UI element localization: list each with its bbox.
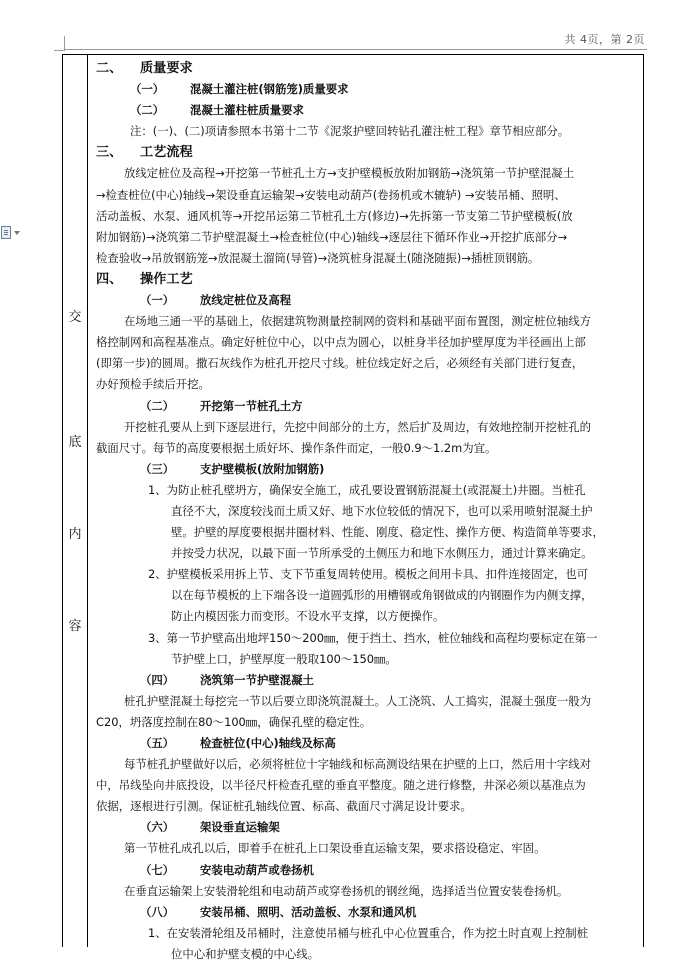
line-text: 格控制网和高程基准点。确定好桩位中心，以中点为圆心，以桩身半径加护壁厚度为半径画出上部 [96, 335, 586, 350]
line-text: 办好预检手续后开挖。 [96, 377, 210, 392]
label-char-di: 底 [68, 435, 82, 450]
section-heading [96, 79, 638, 100]
text-line [96, 374, 638, 395]
line-text: 桩孔护壁混凝土每挖完一节以后要立即浇筑混凝土。人工浇筑、人工捣实，混凝土强度一般为 [124, 693, 592, 708]
line-text: 检查验收→吊放钢筋笼→放混凝土溜筒(导管)→浇筑桩身混凝土(随浇随振)→插桩顶钢筋。 [96, 250, 540, 265]
line-text: 安装电动葫芦或卷扬机 [200, 862, 314, 877]
heading-number: （四） [140, 672, 175, 687]
section-heading [96, 902, 638, 923]
line-text: (即第一步)的圆周。撒石灰线作为桩孔开挖尺寸线。桩位线定好之后，必须经有关部门进行复查， [96, 356, 584, 371]
heading-number: （二） [130, 103, 165, 118]
line-text: 开挖第一节桩孔土方 [200, 398, 303, 413]
text-line [96, 712, 638, 733]
text-line [96, 206, 638, 227]
heading-number: （一） [140, 293, 175, 308]
line-text: 附加钢筋)→浇筑第二节护壁混凝土→检查桩位(中心)轴线→逐层往下循环作业→开挖扩底部分→ [96, 229, 568, 244]
line-text: 依据，逐根进行引测。保证桩孔轴线位置、标高、截面尺寸满足设计要求。 [96, 799, 472, 814]
line-text: 位中心和护壁支模的中心线。 [171, 946, 320, 961]
line-text: 并按受力状况，以最下面一节所承受的土侧压力和地下水侧压力，通过计算来确定。 [171, 546, 593, 561]
text-line [96, 775, 638, 796]
line-text: 3、第一节护壁高出地坪150～200㎜，便于挡土、挡水，桩位轴线和高程均要标定在第一 [148, 630, 598, 645]
text-line [96, 501, 638, 522]
header-rule [64, 49, 647, 50]
text-line [96, 585, 638, 606]
line-text: 浇筑第一节护壁混凝土 [200, 672, 314, 687]
text-line [96, 543, 638, 564]
line-text: 质量要求 [140, 61, 193, 76]
document-body [96, 58, 638, 965]
line-text: 壁。护壁的厚度要根据井圈材料、性能、刚度、稳定性、操作方便、构造简单等要求， [171, 525, 604, 540]
text-line [96, 311, 638, 332]
text-line [96, 628, 638, 649]
text-line [96, 332, 638, 353]
line-text: 操作工艺 [140, 271, 193, 287]
text-line [96, 480, 638, 501]
text-line [96, 121, 638, 142]
line-text: 中，吊线坠向井底投设，以半径尺杆检查孔壁的垂直平整度。随之进行修整，井深必须以基准点为 [96, 778, 586, 793]
section-heading [96, 396, 638, 417]
line-text: 节护壁上口，护壁厚度一般取100～150㎜。 [171, 651, 397, 666]
section-heading [96, 100, 638, 121]
label-char-nei: 内 [68, 527, 82, 542]
text-line [96, 923, 638, 944]
line-text: 活动盖板、水泵、通风机等→开挖吊运第二节桩孔土方(修边)→先拆第一节支第二节护壁模板(放 [96, 208, 573, 223]
line-text: 支护壁模板(放附加钢筋) [200, 461, 325, 476]
section-heading [96, 817, 638, 838]
line-text: 混凝土灌柱桩质量要求 [190, 103, 304, 118]
text-line [96, 353, 638, 374]
line-text: 截面尺寸。每节的高度要根据土质好坏、操作条件而定，一般0.9～1.2m为宜。 [96, 440, 497, 455]
line-text: 每节桩孔护壁做好以后，必须将桩位十字轴线和标高测设结果在护壁的上口，然后用十字线对 [124, 757, 592, 772]
section-heading [96, 58, 638, 79]
section-heading [96, 670, 638, 691]
document-icon[interactable] [1, 226, 11, 239]
heading-number: （七） [140, 862, 175, 877]
heading-number: （三） [140, 461, 175, 476]
heading-number: 二、 [96, 61, 123, 76]
text-line [96, 754, 638, 775]
text-line [96, 417, 638, 438]
heading-number: （六） [140, 820, 175, 835]
label-char-rong: 容 [68, 619, 82, 634]
line-text: 1、为防止桩孔壁坍方，确保安全施工，成孔要设置钢筋混凝土(或混凝土)井圈。当桩孔 [148, 482, 586, 497]
dropdown-caret-icon[interactable] [14, 231, 20, 235]
text-line [96, 881, 638, 902]
section-heading [96, 142, 638, 163]
line-text: 架设垂直运输架 [200, 820, 280, 835]
text-line [96, 163, 638, 184]
section-heading [96, 733, 638, 754]
text-line [96, 438, 638, 459]
heading-number: （一） [130, 82, 165, 97]
line-text: →检查桩位(中心)轴线→架设垂直运输架→安装电动葫芦(卷扬机或木辘轳) →安装吊桶、照明、 [96, 187, 566, 202]
section-heading [96, 290, 638, 311]
text-line [96, 606, 638, 627]
line-text: 工艺流程 [140, 145, 193, 161]
page-indicator: 共 4页，第 2页 [564, 33, 645, 46]
heading-number: 三、 [96, 145, 123, 161]
text-line [96, 522, 638, 543]
line-text: 在场地三通一平的基础上，依据建筑物测量控制网的资料和基础平面布置图，测定桩位轴线方 [124, 314, 592, 329]
line-text: 放线定桩位及高程→开挖第一节桩孔土方→支护壁模板放附加钢筋→浇筑第一节护壁混凝土 [124, 166, 575, 181]
section-heading [96, 459, 638, 480]
line-text: 开挖桩孔要从上到下逐层进行，先挖中间部分的土方，然后扩及周边，有效地控制开挖桩孔的 [124, 419, 592, 434]
line-text: 2、护壁模板采用拆上节、支下节重复周转使用。模板之间用卡具、扣件连接固定，也可 [148, 567, 589, 582]
text-line [96, 944, 638, 965]
text-line [96, 185, 638, 206]
heading-number: 四、 [96, 271, 123, 287]
text-line [96, 248, 638, 269]
label-column [62, 54, 88, 947]
line-text: 注：(一)、(二)项请参照本书第十二节《泥浆护壁回转钻孔灌注桩工程》章节相应部分。 [130, 124, 570, 139]
line-text: 第一节桩孔成孔以后，即着手在桩孔上口架设垂直运输支架，要求搭设稳定、牢固。 [124, 841, 546, 856]
section-heading [96, 860, 638, 881]
section-heading [96, 269, 638, 290]
line-text: C20，坍落度控制在80～100㎜，确保孔壁的稳定性。 [96, 714, 372, 729]
line-text: 混凝土灌注桩(钢筋笼)质量要求 [190, 82, 349, 97]
line-text: 以在每节模板的上下端各设一道圆弧形的用槽钢或角钢做成的内钢圈作为内侧支撑， [171, 588, 593, 603]
text-line [96, 227, 638, 248]
text-line [96, 564, 638, 585]
label-char-jiao: 交 [68, 310, 82, 325]
text-line [96, 691, 638, 712]
text-line [96, 796, 638, 817]
text-line [96, 838, 638, 859]
line-text: 在垂直运输架上安装滑轮组和电动葫芦或穿卷扬机的钢丝绳，选择适当位置安装卷扬机。 [124, 883, 569, 898]
heading-number: （二） [140, 398, 175, 413]
line-text: 检查桩位(中心)轴线及标高 [200, 736, 336, 750]
line-text: 直径不大，深度较浅而土质又好、地下水位较低的情况下，也可以采用喷射混凝土护 [171, 503, 593, 518]
page-header [0, 0, 693, 52]
heading-number: （八） [140, 904, 175, 919]
line-text: 安装吊桶、照明、活动盖板、水泵和通风机 [200, 904, 417, 919]
heading-number: （五） [140, 736, 175, 750]
text-line [96, 649, 638, 670]
line-text: 放线定桩位及高程 [200, 293, 292, 308]
line-text: 防止内模因张力而变形。不设水平支撑，以方便操作。 [171, 609, 445, 624]
line-text: 1、在安装滑轮组及吊桶时，注意使吊桶与桩孔中心位置重合，作为挖土时直观上控制桩 [148, 925, 589, 940]
